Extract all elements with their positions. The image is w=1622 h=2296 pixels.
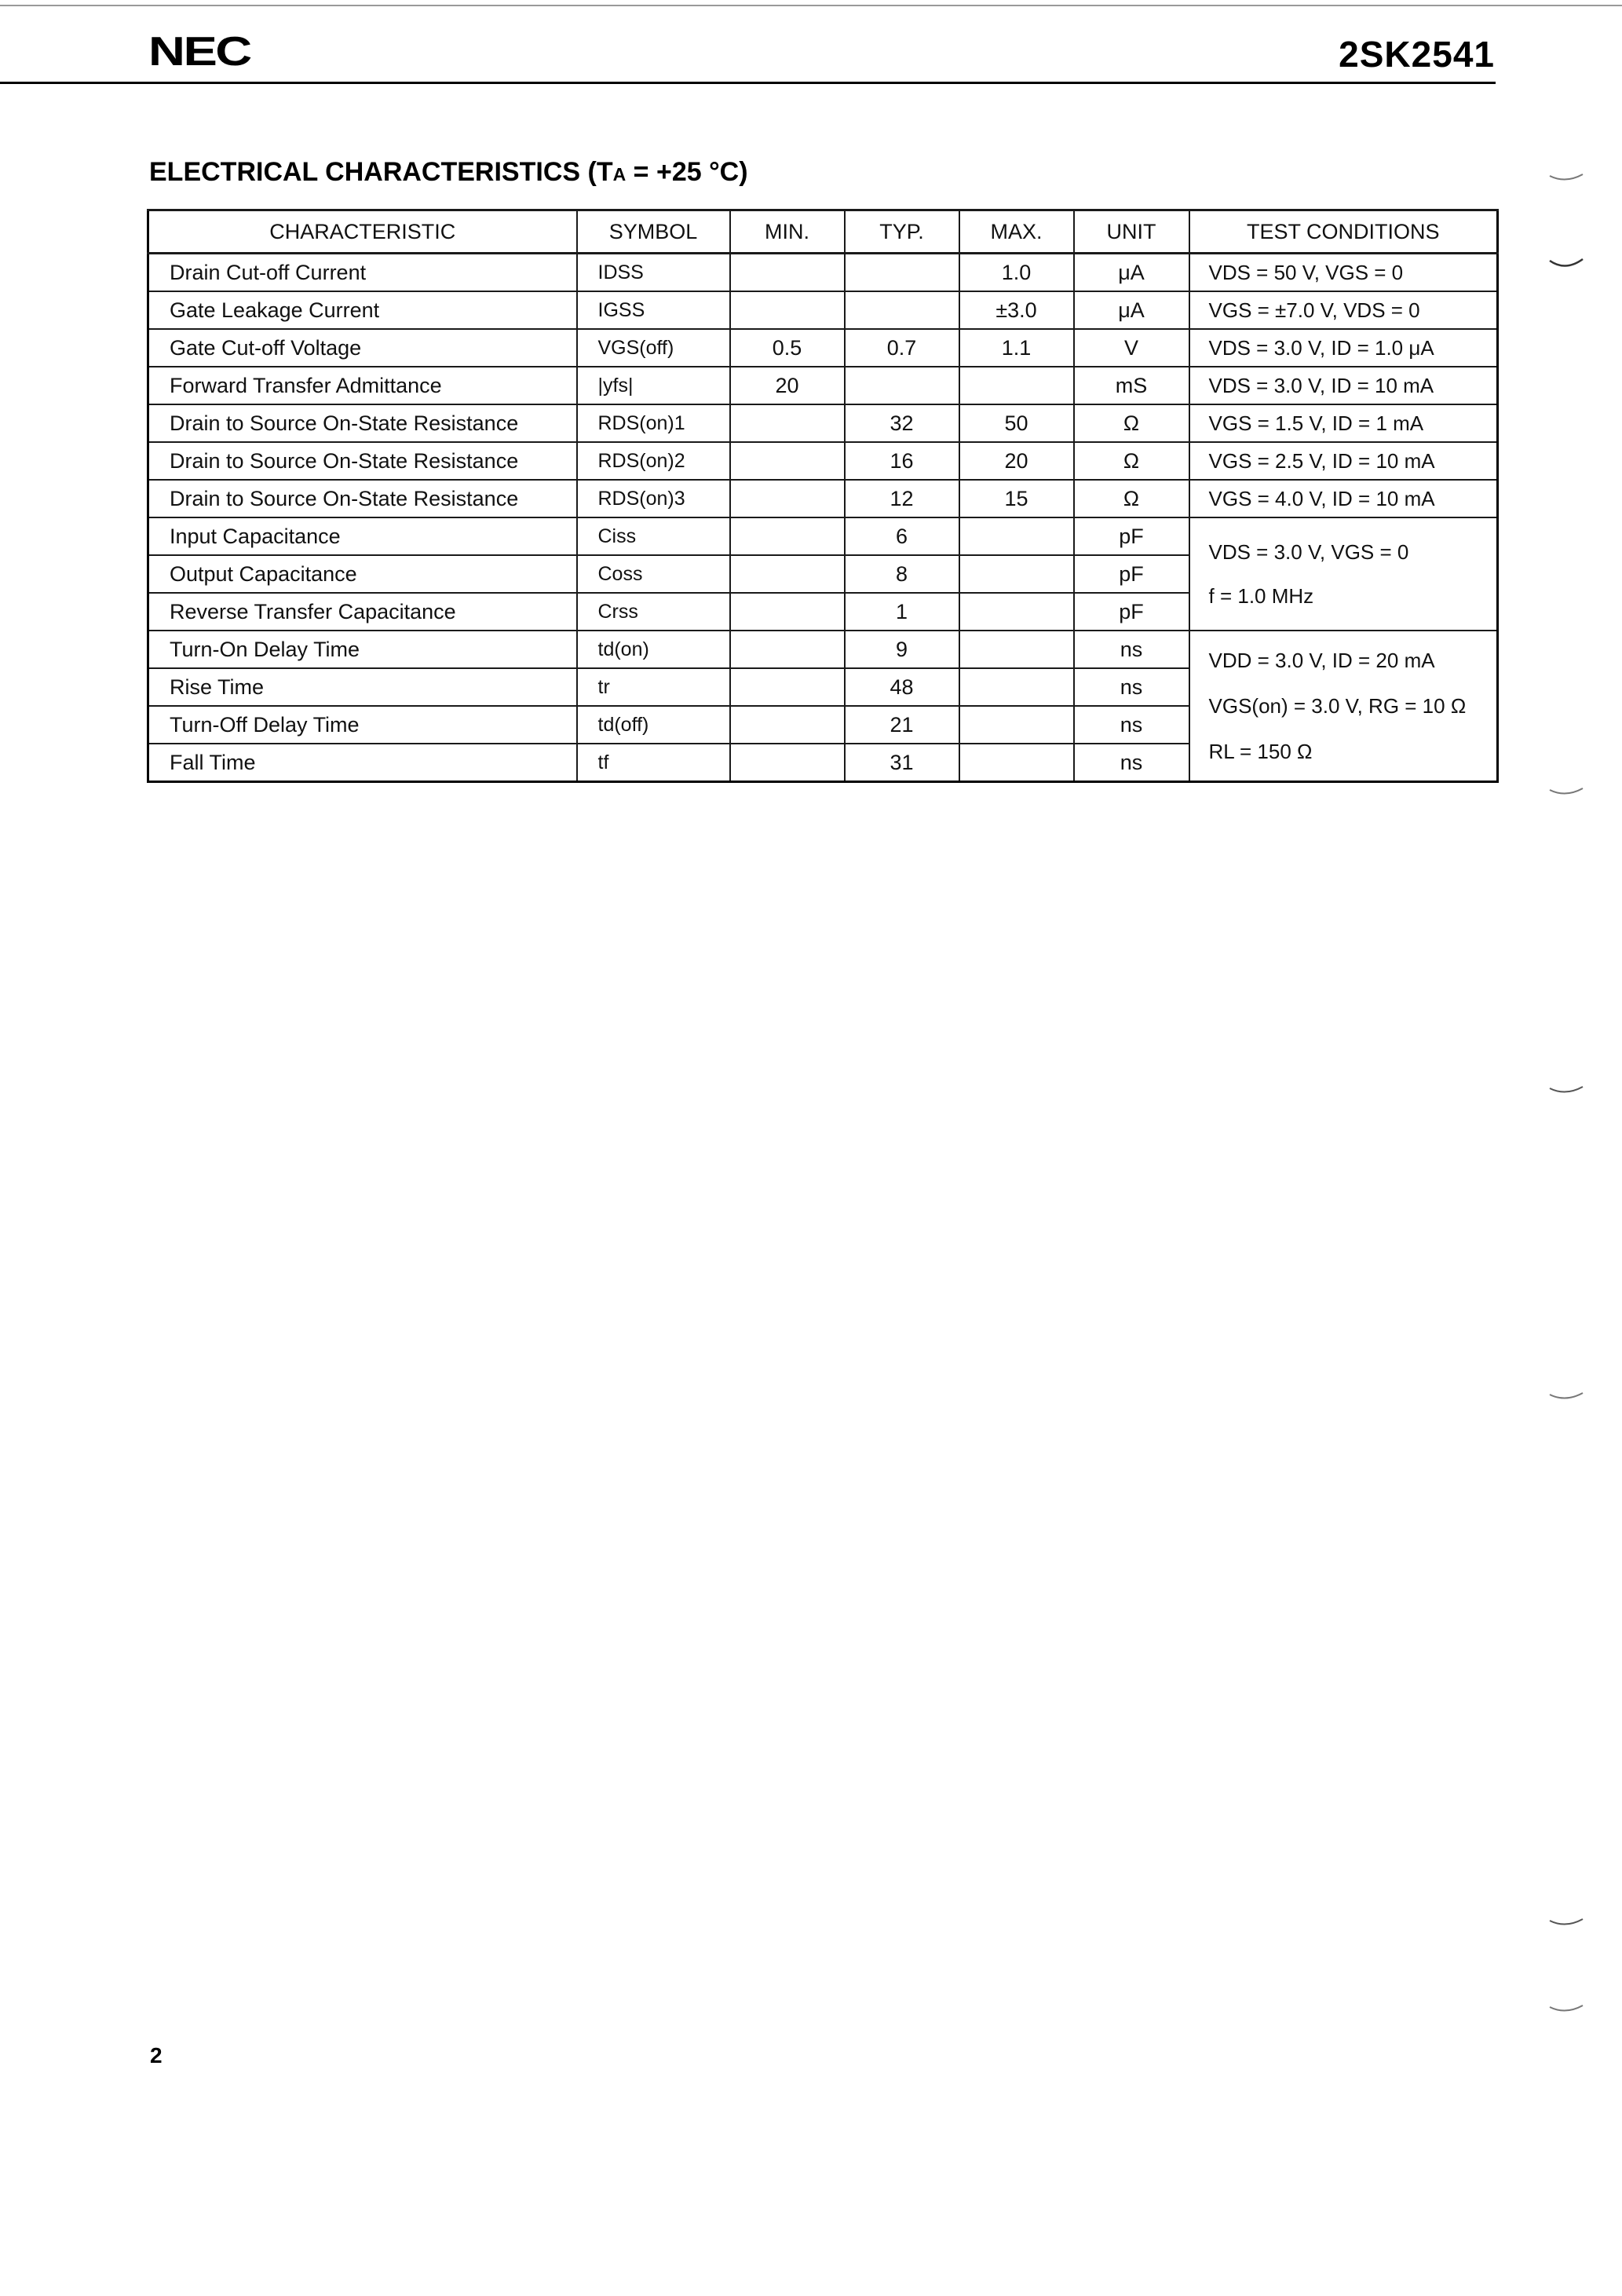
max-cell: 1.0	[959, 254, 1074, 292]
min-cell	[730, 404, 845, 442]
typ-cell: 6	[845, 517, 959, 555]
characteristic-cell: Rise Time	[148, 668, 577, 706]
unit-cell: Ω	[1074, 442, 1189, 480]
unit-cell: pF	[1074, 517, 1189, 555]
conditions-cell: VGS = ±7.0 V, VDS = 0	[1189, 291, 1498, 329]
unit-cell: μA	[1074, 291, 1189, 329]
condition-line: VGS(on) = 3.0 V, RG = 10 Ω	[1208, 694, 1467, 718]
punch-mark-icon	[1548, 258, 1584, 272]
characteristic-cell: Drain Cut-off Current	[148, 254, 577, 292]
symbol-cell: tf	[577, 744, 730, 782]
min-cell	[730, 291, 845, 329]
punch-mark-icon	[1548, 2002, 1584, 2016]
characteristic-cell: Gate Leakage Current	[148, 291, 577, 329]
conditions-cell: VDS = 3.0 V, ID = 10 mA	[1189, 367, 1498, 404]
unit-cell: μA	[1074, 254, 1189, 292]
table-row	[148, 404, 1498, 442]
min-cell: 20	[730, 367, 845, 404]
max-cell	[959, 593, 1074, 631]
symbol-cell: RDS(on)2	[577, 442, 730, 480]
typ-cell: 32	[845, 404, 959, 442]
characteristic-cell: Output Capacitance	[148, 555, 577, 593]
characteristic-cell: Forward Transfer Admittance	[148, 367, 577, 404]
capacitance-conditions-cell	[1189, 517, 1498, 631]
min-cell	[730, 442, 845, 480]
max-cell	[959, 517, 1074, 555]
punch-mark-icon	[1548, 1916, 1584, 1930]
max-cell	[959, 668, 1074, 706]
symbol-cell: Coss	[577, 555, 730, 593]
condition-line: VDD = 3.0 V, ID = 20 mA	[1208, 649, 1435, 672]
characteristic-cell: Gate Cut-off Voltage	[148, 329, 577, 367]
table-row	[148, 254, 1498, 292]
conditions-cell: VGS = 2.5 V, ID = 10 mA	[1189, 442, 1498, 480]
max-cell: ±3.0	[959, 291, 1074, 329]
characteristic-cell: Reverse Transfer Capacitance	[148, 593, 577, 631]
typ-cell: 0.7	[845, 329, 959, 367]
header-rule	[0, 82, 1496, 84]
condition-line: f = 1.0 MHz	[1208, 584, 1314, 608]
unit-cell: ns	[1074, 744, 1189, 782]
typ-cell: 16	[845, 442, 959, 480]
symbol-cell: IDSS	[577, 254, 730, 292]
max-cell	[959, 631, 1074, 668]
characteristic-cell: Turn-On Delay Time	[148, 631, 577, 668]
table-row	[148, 291, 1498, 329]
table-row	[148, 329, 1498, 367]
part-number: 2SK2541	[1339, 34, 1495, 75]
brand-logo: NEC	[148, 29, 250, 75]
section-title-main: ELECTRICAL CHARACTERISTICS (T	[149, 157, 613, 187]
symbol-cell: Crss	[577, 593, 730, 631]
page-number: 2	[150, 2043, 163, 2067]
typ-cell: 8	[845, 555, 959, 593]
table-row	[148, 517, 1498, 555]
punch-mark-icon	[1548, 1390, 1584, 1404]
column-header: SYMBOL	[577, 210, 730, 254]
symbol-cell: |yfs|	[577, 367, 730, 404]
characteristic-cell: Fall Time	[148, 744, 577, 782]
table-row	[148, 442, 1498, 480]
typ-cell: 1	[845, 593, 959, 631]
unit-cell: mS	[1074, 367, 1189, 404]
unit-cell: Ω	[1074, 480, 1189, 517]
table-row	[148, 631, 1498, 668]
characteristic-cell: Drain to Source On-State Resistance	[148, 442, 577, 480]
column-header: MAX.	[959, 210, 1074, 254]
max-cell: 15	[959, 480, 1074, 517]
column-header: TYP.	[845, 210, 959, 254]
max-cell	[959, 367, 1074, 404]
max-cell: 1.1	[959, 329, 1074, 367]
conditions-cell: VDS = 50 V, VGS = 0	[1189, 254, 1498, 292]
unit-cell: Ω	[1074, 404, 1189, 442]
max-cell: 50	[959, 404, 1074, 442]
unit-cell: pF	[1074, 555, 1189, 593]
symbol-cell: RDS(on)3	[577, 480, 730, 517]
min-cell	[730, 254, 845, 292]
section-title	[149, 157, 748, 188]
max-cell	[959, 744, 1074, 782]
characteristic-cell: Drain to Source On-State Resistance	[148, 480, 577, 517]
min-cell	[730, 744, 845, 782]
min-cell	[730, 517, 845, 555]
condition-line: VDS = 3.0 V, VGS = 0	[1208, 540, 1409, 564]
typ-cell: 31	[845, 744, 959, 782]
typ-cell	[845, 291, 959, 329]
max-cell	[959, 706, 1074, 744]
symbol-cell: td(on)	[577, 631, 730, 668]
punch-mark-icon	[1548, 785, 1584, 799]
punch-mark-icon	[1548, 171, 1584, 185]
symbol-cell: tr	[577, 668, 730, 706]
symbol-cell: Ciss	[577, 517, 730, 555]
punch-mark-icon	[1548, 1084, 1584, 1098]
section-title-subscript: A	[612, 164, 627, 185]
max-cell: 20	[959, 442, 1074, 480]
unit-cell: V	[1074, 329, 1189, 367]
conditions-cell: VGS = 1.5 V, ID = 1 mA	[1189, 404, 1498, 442]
symbol-cell: VGS(off)	[577, 329, 730, 367]
table-row	[148, 367, 1498, 404]
min-cell	[730, 631, 845, 668]
max-cell	[959, 555, 1074, 593]
conditions-cell: VDS = 3.0 V, ID = 1.0 μA	[1189, 329, 1498, 367]
column-header: MIN.	[730, 210, 845, 254]
min-cell: 0.5	[730, 329, 845, 367]
symbol-cell: IGSS	[577, 291, 730, 329]
unit-cell: pF	[1074, 593, 1189, 631]
min-cell	[730, 593, 845, 631]
electrical-characteristics-table	[147, 209, 1499, 783]
condition-line: RL = 150 Ω	[1208, 740, 1313, 763]
symbol-cell: td(off)	[577, 706, 730, 744]
typ-cell: 21	[845, 706, 959, 744]
symbol-cell: RDS(on)1	[577, 404, 730, 442]
characteristic-cell: Input Capacitance	[148, 517, 577, 555]
table-header-row	[148, 210, 1498, 254]
min-cell	[730, 480, 845, 517]
typ-cell	[845, 254, 959, 292]
min-cell	[730, 668, 845, 706]
unit-cell: ns	[1074, 668, 1189, 706]
section-title-tail: = +25 °C)	[626, 157, 748, 187]
min-cell	[730, 706, 845, 744]
unit-cell: ns	[1074, 631, 1189, 668]
switching-conditions-cell	[1189, 631, 1498, 782]
top-rule	[0, 5, 1622, 6]
characteristic-cell: Drain to Source On-State Resistance	[148, 404, 577, 442]
table-row	[148, 480, 1498, 517]
column-header: TEST CONDITIONS	[1189, 210, 1498, 254]
unit-cell: ns	[1074, 706, 1189, 744]
min-cell	[730, 555, 845, 593]
column-header: CHARACTERISTIC	[148, 210, 577, 254]
conditions-cell: VGS = 4.0 V, ID = 10 mA	[1189, 480, 1498, 517]
column-header: UNIT	[1074, 210, 1189, 254]
typ-cell: 12	[845, 480, 959, 517]
characteristic-cell: Turn-Off Delay Time	[148, 706, 577, 744]
typ-cell: 48	[845, 668, 959, 706]
typ-cell: 9	[845, 631, 959, 668]
typ-cell	[845, 367, 959, 404]
